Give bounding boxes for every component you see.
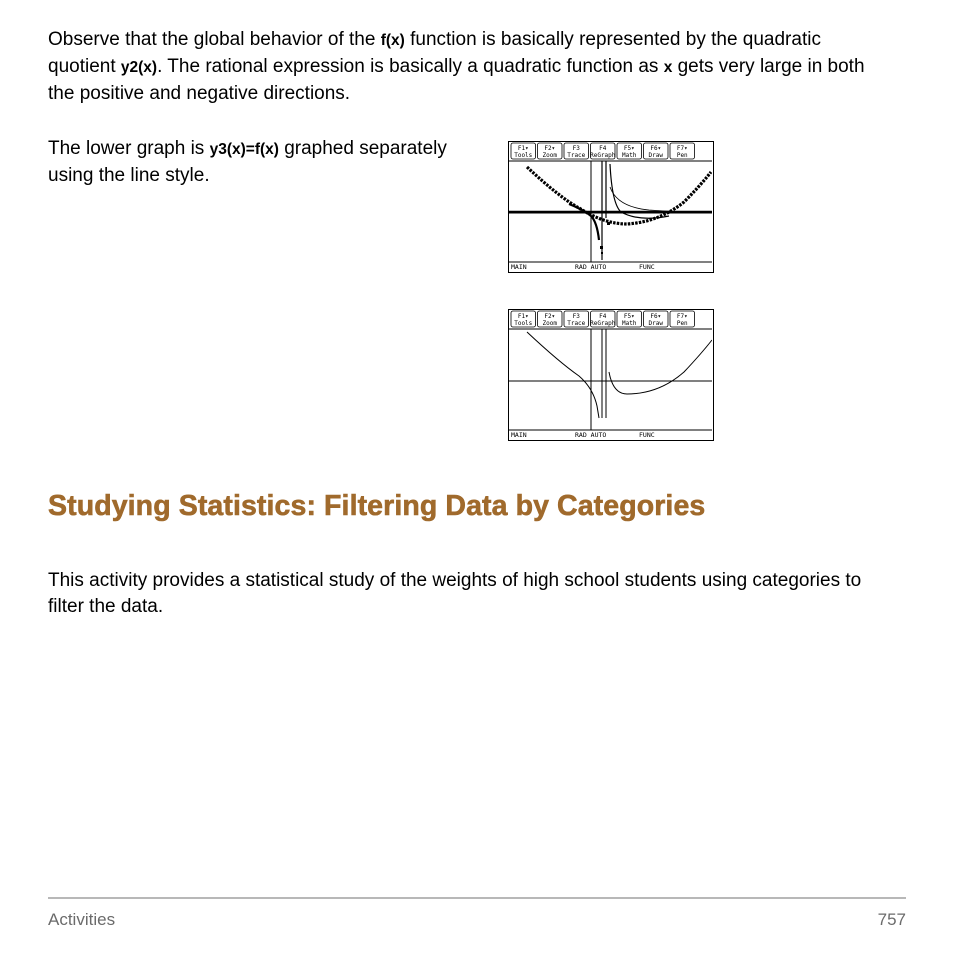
lower-graph-paragraph [48,136,448,189]
page-number: 757 [877,910,906,929]
toolbar-key-label: F6▾ [650,145,662,152]
status-bar [509,262,712,271]
toolbar-key-label: F5▾ [623,313,635,320]
graph-lower [509,310,712,439]
code-y3x: y3(x)=f(x) [209,141,279,158]
toolbar-key-label: Math [622,152,637,159]
footer-divider [48,897,906,899]
status-graph: FUNC [639,263,655,271]
status-bar [509,430,712,439]
toolbar-key-label: F5▾ [623,145,635,152]
toolbar-key-label: F4 [599,145,607,152]
calculator-screen-lower [508,309,714,441]
toolbar-key-label: Math [622,320,637,327]
section-body: This activity provides a statistical study of the weights of high school students using categories to filter the data. [48,570,862,617]
toolbar-key-label: Draw [648,152,663,159]
toolbar-key-label: F7▾ [676,313,688,320]
code-x: x [663,59,673,76]
toolbar-key-label: F7▾ [676,145,688,152]
footer-section-label: Activities [48,910,116,929]
intro-text-4: gets very large in both the positive and negative directions. [48,56,865,104]
calculator-screen-upper [508,141,714,273]
toolbar-key-label: F2▾ [544,145,556,152]
status-mode: MAIN [511,431,527,439]
status-graph: FUNC [639,431,655,439]
status-angle: RAD AUTO [575,263,607,271]
toolbar-key-label: Tools [514,320,533,327]
status-angle: RAD AUTO [575,431,607,439]
section-heading: Studying Statistics: Filtering Data by Categories [48,490,706,522]
toolbar-key-label: ReGraph [590,152,616,159]
toolbar-key-label: F3 [572,313,580,320]
toolbar-key-label: Zoom [542,152,557,159]
toolbar-key-label: F1▾ [517,313,529,320]
toolbar-key-label: Zoom [542,320,557,327]
toolbar-key-label: Pen [676,320,688,327]
intro-text-1: Observe that the global behavior of the [48,29,381,50]
intro-paragraph [48,27,888,107]
intro-text-3: . The rational expression is basically a quadratic function as [157,56,664,77]
intro-text-2: function is basically represented by the quadratic quotient [48,29,821,77]
lower-text-1: The lower graph is [48,138,210,159]
toolbar [511,143,695,159]
code-fx: f(x) [380,32,405,49]
toolbar-key-label: F3 [572,145,580,152]
toolbar-key-label: Trace [567,152,586,159]
toolbar-key-label: F6▾ [650,313,662,320]
fx-left-branch [527,332,599,418]
toolbar-key-label: F1▾ [517,145,529,152]
status-mode: MAIN [511,263,527,271]
toolbar-key-label: F4 [599,313,607,320]
toolbar-key-label: ReGraph [590,320,616,327]
lower-text-2: graphed separately using the line style. [48,138,447,186]
graph-upper [509,142,712,271]
fx-right-branch [610,164,669,218]
toolbar-key-label: Trace [567,320,586,327]
quadratic-curve [527,167,711,224]
toolbar-key-label: Pen [676,152,688,159]
fx-right-branch [609,340,712,394]
toolbar-key-label: Draw [648,320,663,327]
toolbar-key-label: F2▾ [544,313,556,320]
toolbar [511,311,695,327]
toolbar-key-label: Tools [514,152,533,159]
code-y2x: y2(x) [120,59,158,76]
